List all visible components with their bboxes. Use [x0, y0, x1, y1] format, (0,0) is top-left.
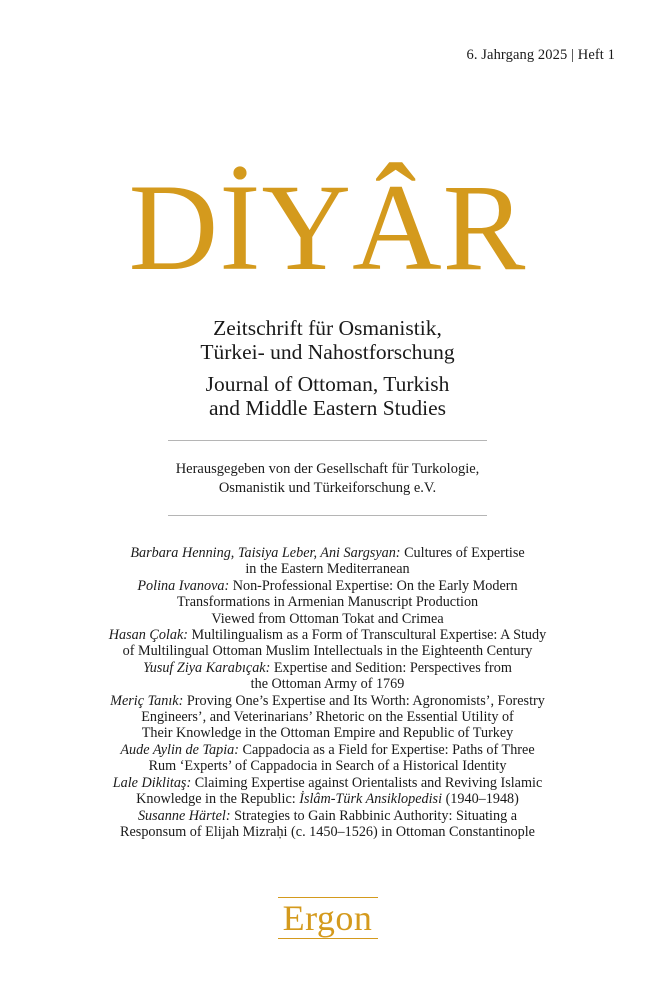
- logo-text: Ergon: [282, 898, 373, 938]
- toc-author: Yusuf Ziya Karabıçak:: [143, 659, 271, 676]
- toc-title-line: Non-Professional Expertise: On the Early Modern: [232, 577, 518, 594]
- subtitle-english-line-1: Journal of Ottoman, Turkish: [205, 372, 450, 396]
- toc-entry: [40, 545, 615, 578]
- toc-author: Susanne Härtel:: [137, 807, 231, 824]
- toc-title-line: Their Knowledge in the Ottoman Empire and Republic of Turkey: [141, 725, 514, 742]
- toc-entry: [40, 660, 615, 693]
- toc-entry: [40, 578, 615, 627]
- toc-title-line: the Ottoman Army of 1769: [250, 676, 405, 693]
- issue-info: 6. Jahrgang 2025 | Heft 1: [466, 47, 615, 63]
- publisher-line-2: Osmanistik und Türkeiforschung e.V.: [218, 480, 437, 496]
- toc-title-line: Cultures of Expertise: [404, 545, 525, 561]
- subtitle-german-line-1: Zeitschrift für Osmanistik,: [213, 316, 442, 340]
- divider-top: [168, 440, 487, 441]
- toc-title-line: Multilingualism as a Form of Transcultural Expertise: A Study: [191, 627, 547, 644]
- subtitle-german: [0, 316, 655, 364]
- journal-title: DİYÂR: [128, 159, 527, 296]
- divider-bottom: [168, 515, 487, 516]
- toc-title-suffix: (1940–1948): [445, 791, 519, 808]
- toc-author: Polina Ivanova:: [137, 577, 230, 594]
- publisher-logo: [0, 897, 655, 939]
- toc-title-line: Strategies to Gain Rabbinic Authority: Situating a: [234, 807, 518, 824]
- toc-title-line: Knowledge in the Republic:: [136, 791, 296, 808]
- toc-entry: [40, 742, 615, 775]
- toc-entry: [40, 693, 615, 742]
- toc-entry: [40, 627, 615, 660]
- publisher-line-1: Herausgegeben von der Gesellschaft für Turkologie,: [175, 461, 480, 477]
- subtitle-german-line-2: Türkei- und Nahostforschung: [200, 340, 455, 364]
- toc-author: Meriç Tanık:: [110, 692, 184, 709]
- toc-author: Aude Aylin de Tapia:: [120, 741, 239, 758]
- toc-entry: [40, 808, 615, 841]
- toc-title-line: of Multilingual Ottoman Muslim Intellectuals in the Eighteenth Century: [122, 643, 533, 660]
- toc-title-line: Expertise and Sedition: Perspectives from: [273, 659, 512, 676]
- table-of-contents: [40, 545, 615, 840]
- publisher-statement: [0, 460, 655, 498]
- toc-title-line: Responsum of Elijah Mizraḥi (c. 1450–1526) in Ottoman Constantinople: [120, 823, 535, 840]
- toc-title-line: Claiming Expertise against Orientalists and Reviving Islamic: [194, 774, 543, 791]
- toc-italic-title: İslâm-Türk Ansiklopedisi: [299, 791, 443, 808]
- toc-title-line: in the Eastern Mediterranean: [245, 561, 410, 578]
- toc-title-line: Transformations in Armenian Manuscript Production: [176, 594, 479, 611]
- toc-title-line: Cappadocia as a Field for Expertise: Paths of Three: [242, 741, 535, 758]
- toc-author: Hasan Çolak:: [108, 627, 188, 644]
- toc-title-line: Viewed from Ottoman Tokat and Crimea: [211, 610, 444, 627]
- logo-rule-bottom: [278, 938, 378, 939]
- subtitle-english: [0, 372, 655, 420]
- toc-title-line: Engineers’, and Veterinarians’ Rhetoric on the Essential Utility of: [141, 709, 514, 726]
- toc-title-line: Rum ‘Experts’ of Cappadocia in Search of a Historical Identity: [148, 758, 507, 775]
- toc-author: Lale Diklitaş:: [112, 774, 192, 791]
- toc-title-line: Proving One’s Expertise and Its Worth: Agronomists’, Forestry: [186, 692, 545, 709]
- subtitle-english-line-2: and Middle Eastern Studies: [208, 396, 447, 420]
- toc-author: Barbara Henning, Taisiya Leber, Ani Sargsyan:: [130, 545, 401, 561]
- toc-entry: [40, 775, 615, 808]
